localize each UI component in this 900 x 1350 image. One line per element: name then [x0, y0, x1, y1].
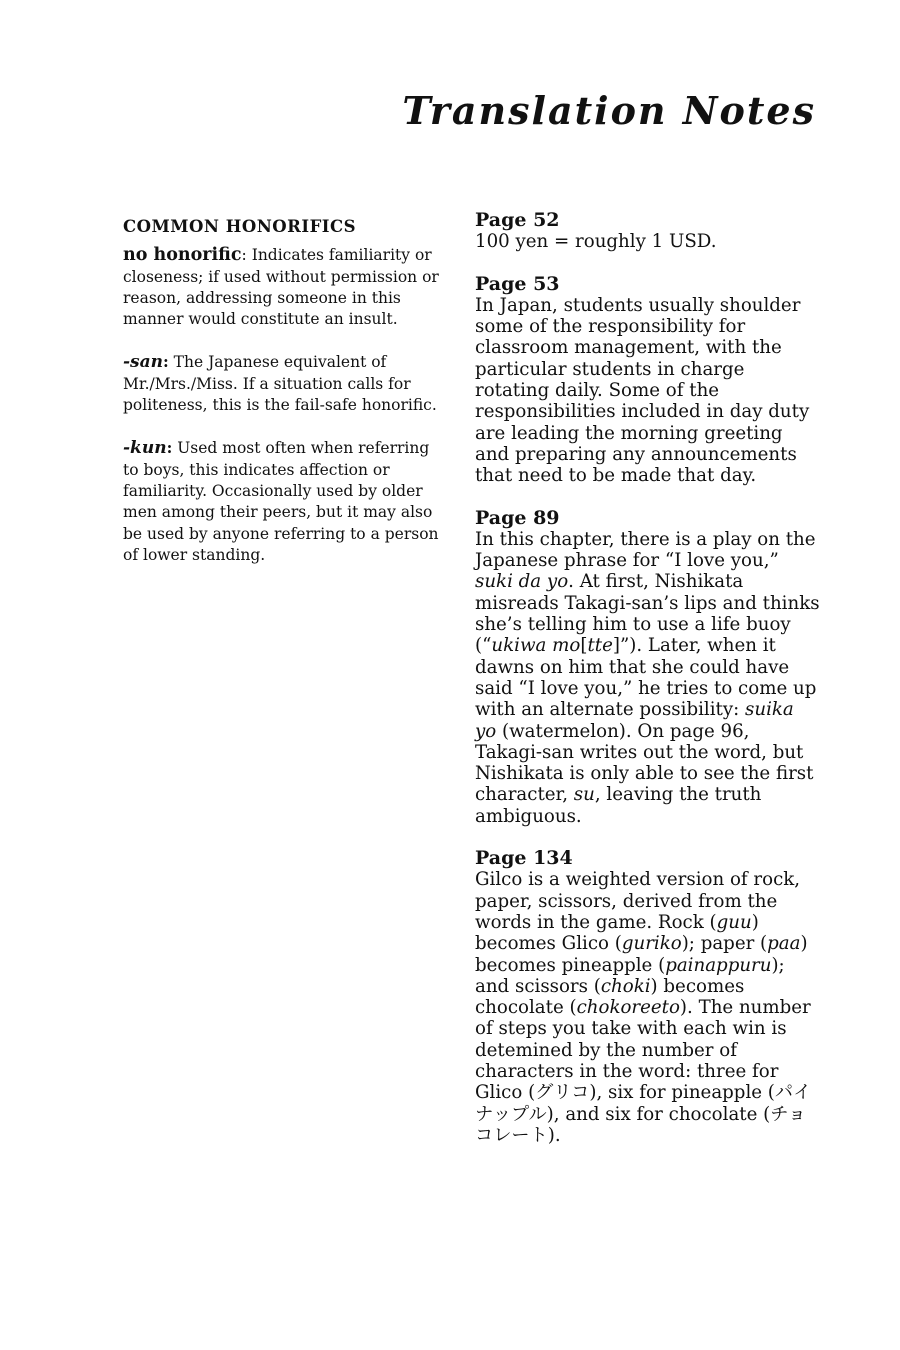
section-heading: COMMON HONORIFICS	[123, 217, 357, 236]
text-run: ). The number of steps you take with each win is detemined by the number of characters in the word: three for Glico (グリコ), six for pineapple (パイナップル), and six for chocolate (チョコレート).	[475, 997, 812, 1146]
text-run: ) becomes chocolate (	[475, 975, 745, 1019]
italic-term: chokoreeto	[576, 997, 680, 1019]
italic-term: suki da yo	[475, 571, 569, 593]
italic-term: guu	[716, 911, 752, 933]
text-run: ); and scissors (	[475, 954, 785, 997]
text-run: ) becomes pineapple (	[475, 933, 808, 976]
text-run: In Japan, students usually shoulder some of the responsibility for classroom management, with the particular students in charge rotating daily. Some of the responsibilities included in day duty are leading the morning greeting and preparing any announcements that need to be made that day.	[475, 294, 810, 487]
honorifics-column	[123, 216, 445, 587]
text-run: ); paper (	[681, 933, 768, 955]
italic-term: guriko	[621, 933, 682, 955]
honorific-colon: :	[241, 246, 247, 265]
note-page-89	[475, 508, 820, 827]
text-run: ) becomes Glico (	[475, 911, 759, 955]
italic-term: suika yo	[475, 699, 794, 742]
honorific-entry-kun	[123, 437, 445, 566]
note-page-52	[475, 210, 820, 253]
note-text	[475, 869, 820, 1146]
italic-term: su	[573, 784, 595, 806]
honorific-colon: :	[166, 438, 173, 458]
note-page-number: Page 52	[475, 209, 560, 231]
text-run: In this chapter, there is a play on the Japanese phrase for “I love you,”	[475, 528, 816, 572]
text-run: 100 yen = roughly 1 USD.	[475, 231, 717, 253]
text-run: ]”). Later, when it dawns on him that she could have said “I love you,” he tries to come up with an alternate possibility:	[475, 635, 817, 721]
honorific-entry-none	[123, 245, 445, 330]
note-page-number: Page 134	[475, 847, 573, 870]
page-notes-column	[475, 210, 820, 1167]
italic-term: paa	[767, 933, 801, 955]
note-text	[475, 295, 820, 487]
honorific-definition: Used most often when referring to boys, this indicates affection or familiarity. Occasionally used by older men among their peers, but it may also be used by anyone referring to a person of lower standing.	[123, 439, 439, 564]
honorific-term: -san	[123, 352, 164, 373]
italic-term: choki	[600, 975, 651, 997]
note-page-134	[475, 848, 820, 1146]
honorific-term: no honorific	[123, 245, 242, 266]
honorific-definition: The Japanese equivalent of Mr./Mrs./Miss. If a situation calls for politeness, this is the fail-safe honorific.	[123, 353, 437, 415]
honorific-term: -kun	[123, 438, 167, 459]
text-run: , leaving the truth ambiguous.	[475, 784, 762, 827]
note-text	[475, 231, 820, 252]
note-page-number: Page 89	[475, 506, 560, 529]
honorific-definition: Indicates familiarity or closeness; if used without permission or reason, addressing someone in this manner would constitute an insult.	[123, 246, 439, 329]
note-text	[475, 529, 820, 827]
italic-term: ukiwa mo	[491, 635, 581, 657]
honorific-colon: :	[163, 352, 169, 372]
text-run: Gilco is a weighted version of rock, paper, scissors, derived from the words in the game. Rock (	[475, 869, 801, 933]
note-page-53	[475, 274, 820, 487]
honorific-entry-san	[123, 351, 445, 416]
italic-term: painappuru	[665, 954, 772, 976]
text-run: [	[580, 635, 588, 657]
text-run: (watermelon). On page 96, Takagi-san writes out the word, but Nishikata is only able to see the first character,	[475, 720, 814, 806]
text-run: . At first, Nishikata misreads Takagi-san’s lips and thinks she’s telling him to use a life buoy (“	[475, 571, 820, 657]
page-title: Translation Notes	[402, 88, 816, 133]
italic-term: tte	[587, 635, 613, 657]
note-page-number: Page 53	[475, 272, 560, 295]
